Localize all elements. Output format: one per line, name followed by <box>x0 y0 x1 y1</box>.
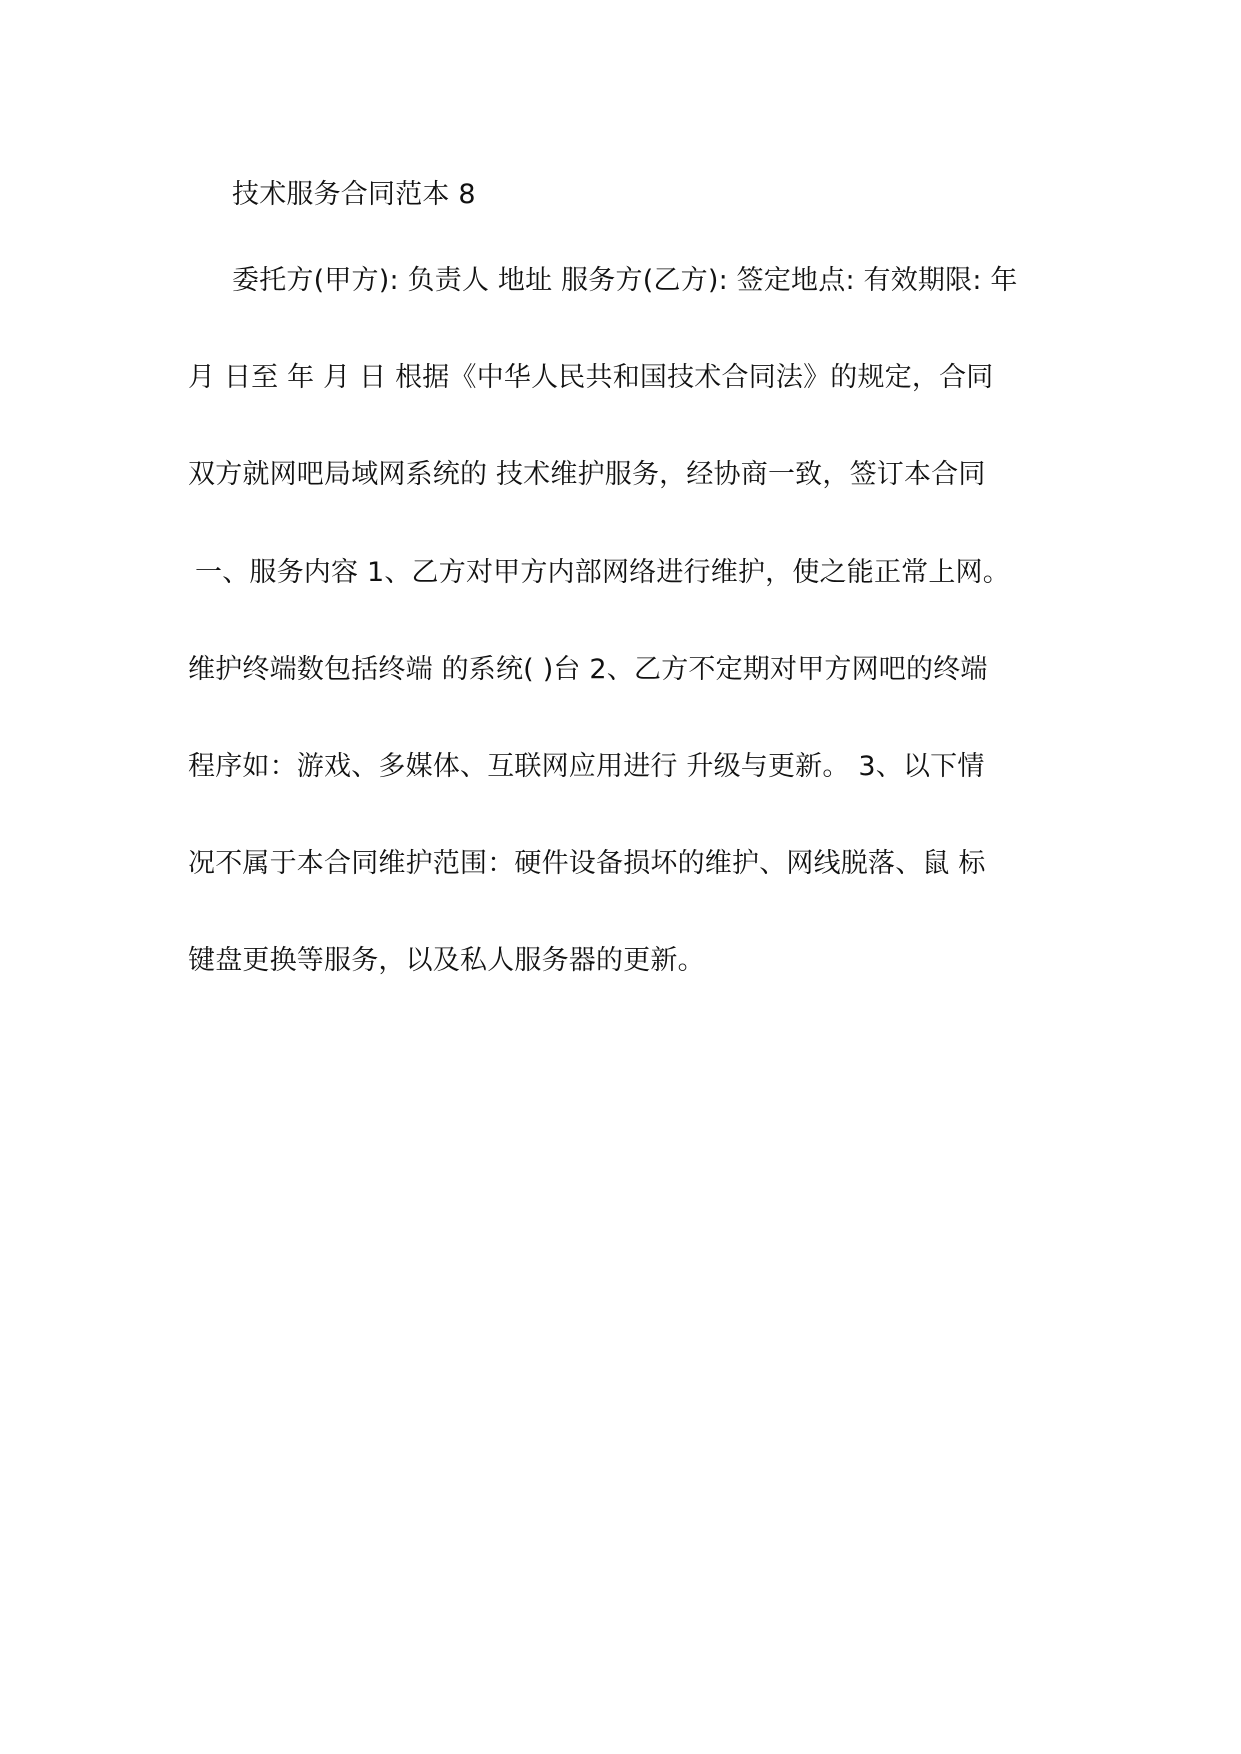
paragraph-line: 委托方(甲方): 负责人 地址 服务方(乙方): 签定地点: 有效期限: 年 <box>232 265 1018 296</box>
document-title: 技术服务合同范本 8 <box>232 179 476 210</box>
paragraph-line: 双方就网吧局域网系统的 技术维护服务，经协商一致，签订本合同 <box>188 459 986 490</box>
paragraph-line: 月 日至 年 月 日 根据《中华人民共和国技术合同法》的规定，合同 <box>188 362 994 393</box>
paragraph-line: 一、服务内容 1、乙方对甲方内部网络进行维护，使之能正常上网。 <box>195 557 1010 588</box>
paragraph-line: 键盘更换等服务，以及私人服务器的更新。 <box>188 945 705 976</box>
paragraph-line: 况不属于本合同维护范围：硬件设备损坏的维护、网线脱落、鼠 标 <box>188 848 986 879</box>
paragraph-line: 程序如：游戏、多媒体、互联网应用进行 升级与更新。 3、以下情 <box>188 751 985 782</box>
paragraph-line: 维护终端数包括终端 的系统( )台 2、乙方不定期对甲方网吧的终端 <box>188 654 988 685</box>
